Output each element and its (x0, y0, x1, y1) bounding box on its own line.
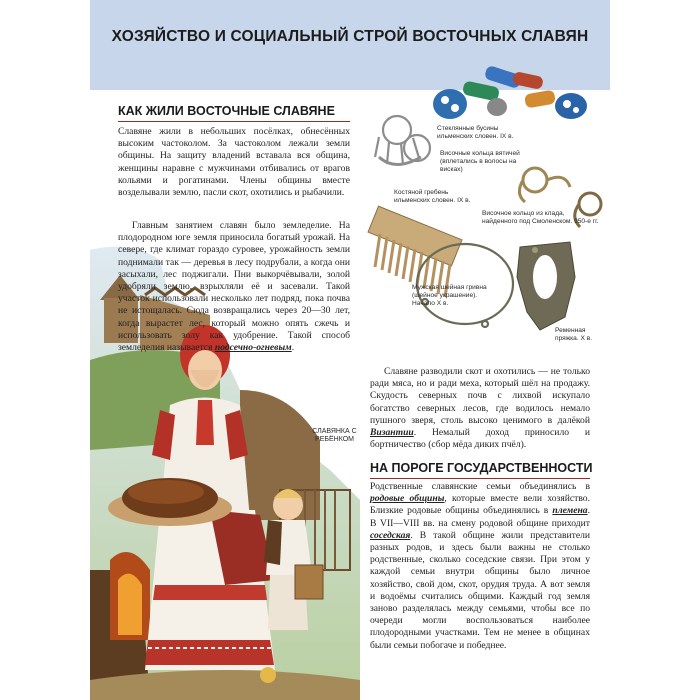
paragraph: Славяне жили в небольших посёлках, обнесённых высоким частоколом. За частоколом лежали земли общины. На защиту владений вставала вся община, женщины наравне с мужчинами отбивались от врагов кольями и рогатинами. Члены общины вместе возделывали землю, пасли скот, охотились и рыбачили. (118, 126, 350, 199)
caption-comb: Костяной гребень ильменских словен. IX в. (394, 189, 471, 204)
term-clan-communities: родовые общины (370, 493, 445, 505)
section1-text-hunting (370, 366, 590, 451)
page-title: ХОЗЯЙСТВО И СОЦИАЛЬНЫЙ СТРОЙ ВОСТОЧНЫХ СЛАВЯН (111, 28, 589, 45)
caption-torc: Мужская шейная гривна (шейное украшение). Начало X в. (412, 284, 487, 307)
temple-rings-icon (375, 116, 430, 165)
section1-text-top (118, 126, 350, 199)
section-title-how-lived: КАК ЖИЛИ ВОСТОЧНЫЕ СЛАВЯНЕ (118, 104, 335, 118)
caption-temple-rings: Височные кольца вятичей (вплетались в волосы на висках) (440, 150, 520, 173)
paragraph-text: Главным занятием славян было земледелие. На плодородном юге земля приносила богатый урожай. На севере, где климат гораздо суровее, урожайность земли поднимали так — деревья в лесу подрубали, а когда они засыхали, лес поджигали. Пни выкорчёвывали, золой удобряли землю, взрыхляли её и засевали. Такой участок использовали несколько лет подряд, пока почва не истощалась. Сюда возвращались через 20—30 лет, когда вырастет лес, который можно опять сжечь и использовать золу как удобрение. Такой способ земледелия называется (118, 220, 350, 354)
woman-caption: СЛАВЯНКА С РЕБЁНКОМ (312, 428, 357, 443)
punctuation: . (291, 342, 295, 354)
paragraph (118, 220, 350, 354)
term-slash-and-burn: подсечно-огневым (214, 342, 292, 354)
caption-smolensk-ring: Височное кольцо из клада, найденного под Смоленском. 950-е гг. (482, 210, 599, 225)
paragraph-text: . В VII—VIII вв. на смену родовой общине приходит (370, 505, 590, 529)
term-neighbor-community: соседская (370, 529, 411, 541)
section-rule (118, 121, 350, 122)
section2-text (370, 481, 590, 652)
caption-buckle: Ременная пряжка. X в. (555, 327, 593, 342)
glass-beads-icon (433, 65, 587, 119)
paragraph-text: , которые вместе вели хозяйство. Близкие родовые общины объединялись в (370, 493, 590, 517)
paragraph (370, 366, 590, 451)
paragraph-text: . В такой общине жили представители разных родов, и здесь были важны не столько родственные, сколько соседские связи. При этом у каждой семьи внутри общины было личное хозяйство, свой дом, скот, орудия труда. А вот земля и водоёмы считались общими. Каждый год земля заново разделялась между семьями, чтобы все по очереди могли воспользоваться наиболее плодородными участками. Тем не менее в общинах были семьи побогаче и победнее. (370, 529, 590, 651)
term-tribes: племена (552, 505, 588, 517)
paragraph (370, 481, 590, 652)
paragraph-text: Славяне разводили скот и охотились — не только ради мяса, но и ради меха, который шёл на продажу. Скудость северных почв с лихвой искупало богатство северных лесов, где водилось немало пушного зверя, столь высоко ценимого в далёкой (370, 366, 590, 426)
section-rule (370, 478, 590, 479)
paragraph-text: Родственные славянские семьи объединялись в (370, 481, 590, 492)
belt-buckle-icon (517, 242, 575, 330)
section-title-statehood: НА ПОРОГЕ ГОСУДАРСТВЕННОСТИ (370, 461, 593, 475)
caption-beads: Стеклянные бусины ильменских словен. IX в. (437, 125, 514, 140)
paragraph-text: . Немалый доход приносило и бортничество (сбор мёда диких пчёл). (370, 427, 590, 451)
term-byzantium: Византии (370, 427, 414, 439)
section1-text-farming (118, 220, 350, 354)
